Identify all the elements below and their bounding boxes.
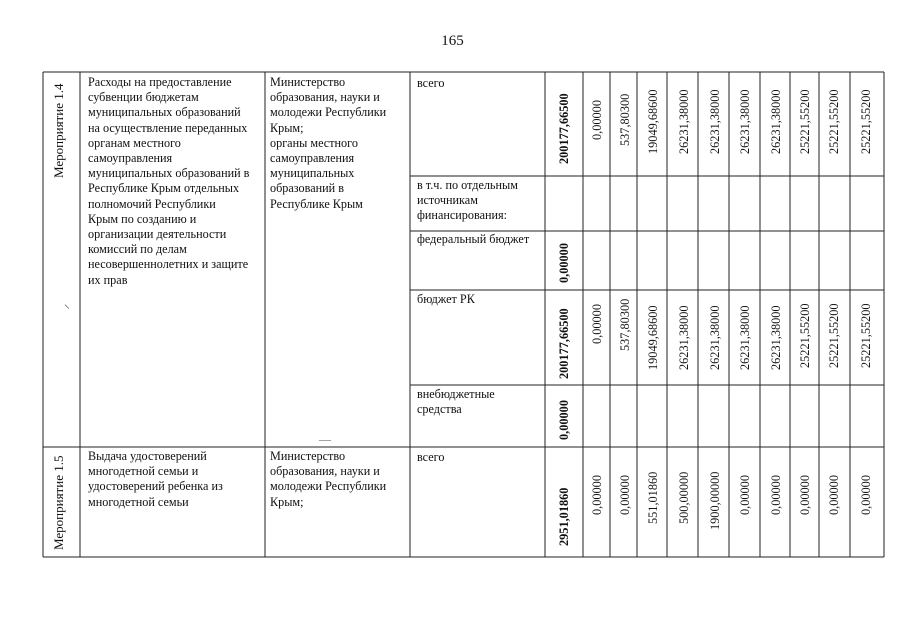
year-value: 551,01860 [646,471,660,524]
year-value: 0,00000 [590,304,604,344]
total-value: 2951,01860 [557,487,571,546]
year-value: 0,00000 [738,475,752,515]
source-name: всего [417,76,445,90]
year-value: 537,80300 [618,93,632,146]
year-value: 0,00000 [859,475,873,515]
year-value: 0,00000 [618,475,632,515]
year-value: 0,00000 [798,475,812,515]
total-value: 200177,66500 [557,93,571,164]
activity-description: Выдача удостоверений многодетной семьи и удостоверений ребенка из многодетной семьи [88,449,223,509]
source-name: бюджет РК [417,292,475,306]
year-value: 25221,55200 [827,303,841,368]
source-name: внебюджетные средства [417,387,495,417]
source-name: всего [417,450,445,464]
year-value: 25221,55200 [859,89,873,154]
year-value: 0,00000 [769,475,783,515]
scan-mark: ⸌ [64,302,71,316]
source-name: в т.ч. по отдельным источникам финансирования: [417,178,518,222]
year-value: 26231,38000 [769,89,783,154]
year-value: 25221,55200 [798,303,812,368]
year-value: 26231,38000 [708,305,722,370]
year-value: 25221,55200 [827,89,841,154]
year-value: 19049,68600 [646,89,660,154]
year-value: 25221,55200 [859,303,873,368]
year-value: 537,80300 [618,298,632,351]
activity-executor: Министерство образования, науки и молодежи Республики Крым; органы местного самоуправления муниципальных образований в Республике Крым [270,75,387,211]
year-value: 26231,38000 [677,89,691,154]
year-value: 19049,68600 [646,305,660,370]
activity-executor: Министерство образования, науки и молодежи Республики Крым; [270,449,387,509]
scan-mark: — [319,432,331,446]
year-value: 1900,00000 [708,471,722,530]
source-name: федеральный бюджет [417,232,530,246]
year-value: 0,00000 [590,100,604,140]
year-value: 26231,38000 [738,305,752,370]
year-value: 0,00000 [827,475,841,515]
year-value: 26231,38000 [738,89,752,154]
year-value: 0,00000 [590,475,604,515]
year-value: 26231,38000 [708,89,722,154]
total-value: 0,00000 [557,400,571,440]
year-value: 26231,38000 [677,305,691,370]
activity-label: Мероприятие 1.4 [51,83,66,178]
year-value: 26231,38000 [769,305,783,370]
year-value: 25221,55200 [798,89,812,154]
activity-label: Мероприятие 1.5 [51,455,66,550]
page-number: 165 [441,33,464,49]
total-value: 0,00000 [557,243,571,283]
year-value: 500,00000 [677,471,691,524]
total-value: 200177,66500 [557,308,571,379]
activity-description: Расходы на предоставление субвенции бюджетам муниципальных образований на осуществление переданных органам местного самоуправления муниципальных образований в Республике Крым отдельных полномочий Республики Крым по созданию и организации деятельности комиссий по делам несовершеннолетних и защите их прав [88,75,250,287]
